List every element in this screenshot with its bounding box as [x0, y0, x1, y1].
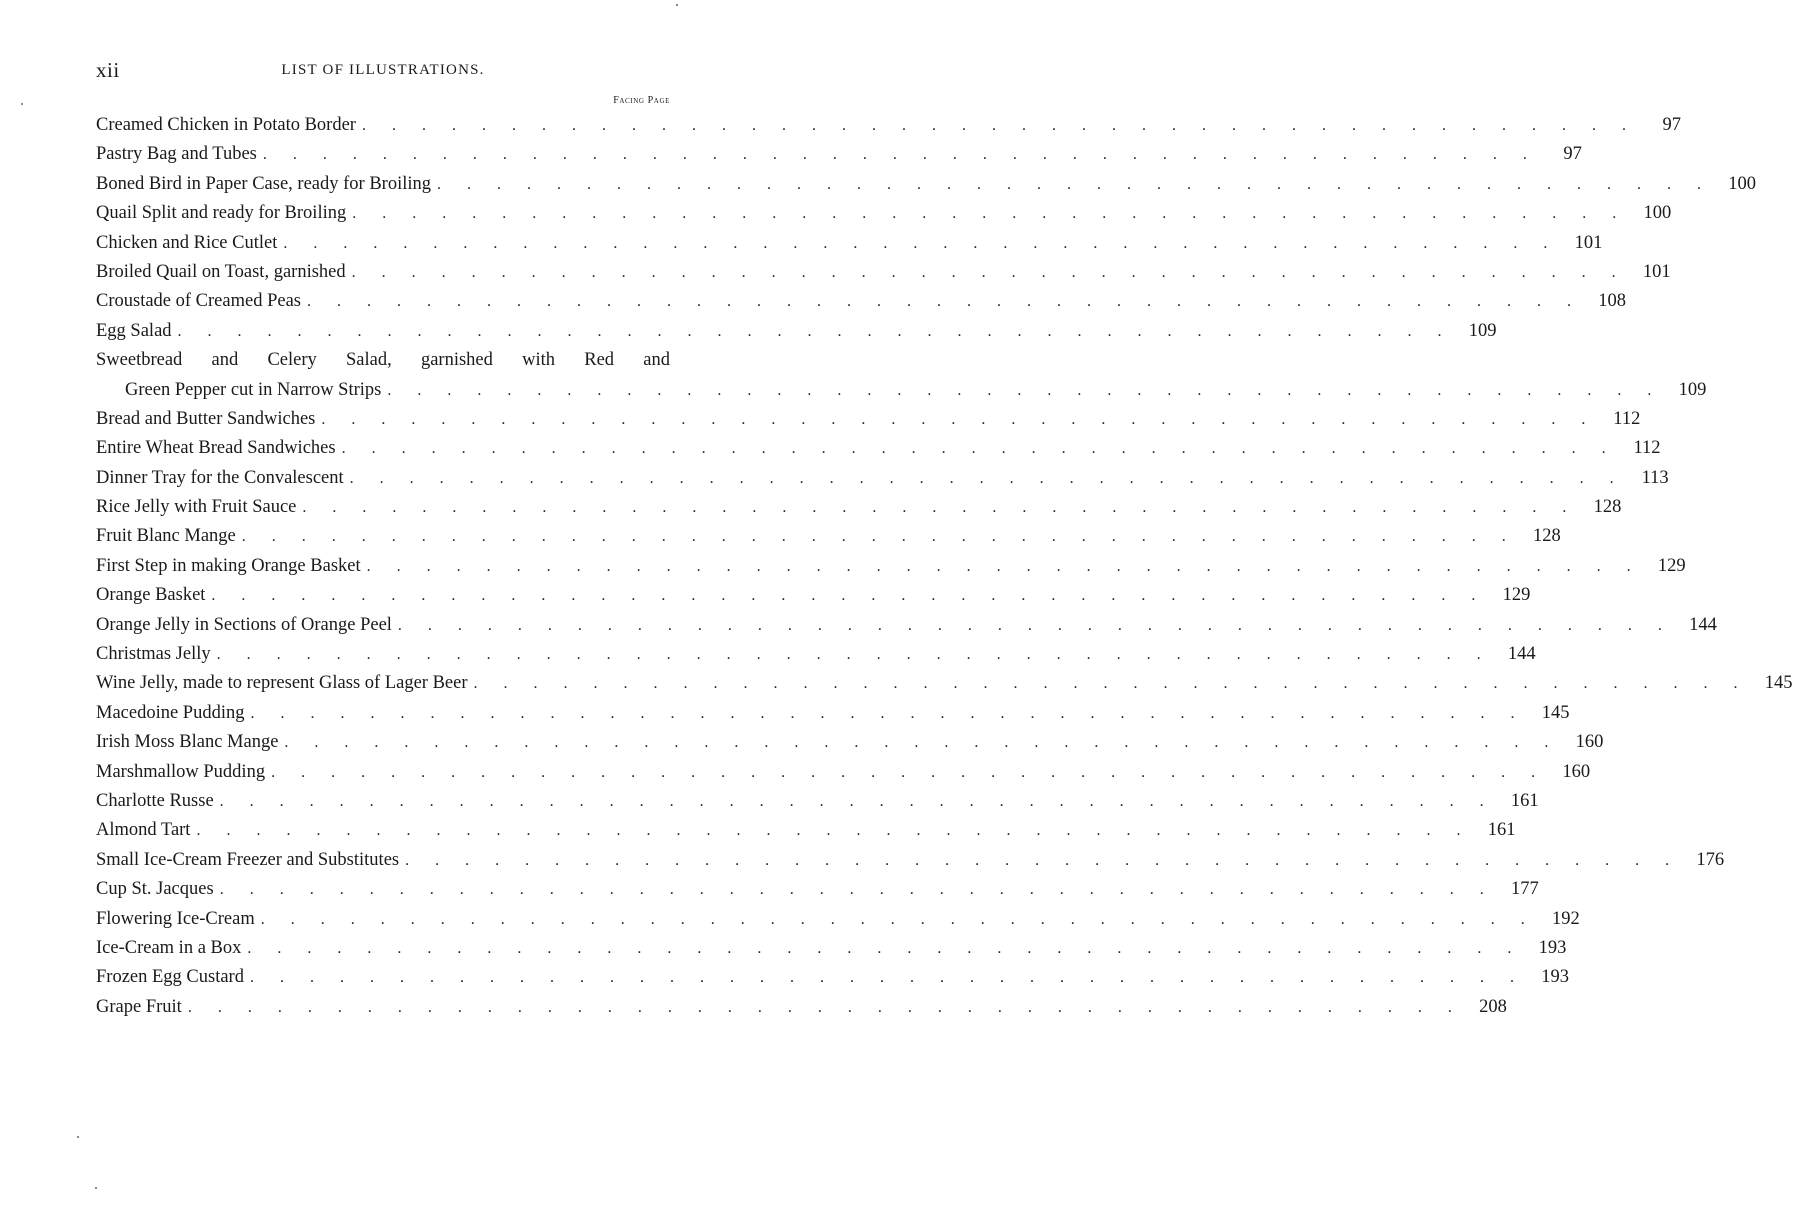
dot-leader: [188, 993, 1463, 1022]
list-item: [96, 140, 1582, 169]
dot-leader: [178, 317, 1453, 346]
entry-title: Creamed Chicken in Potato Border: [96, 115, 356, 135]
entry-title: Chicken and Rice Cutlet: [96, 232, 278, 253]
entry-page: 112: [1613, 408, 1641, 429]
entry-page: 108: [1598, 291, 1626, 312]
list-item: [96, 287, 1626, 316]
dot-leader: [211, 581, 1486, 610]
dot-leader: [405, 846, 1680, 875]
dot-leader: [251, 699, 1526, 728]
dot-leader: [352, 199, 1627, 228]
list-item: [96, 758, 1591, 787]
list-item: [96, 464, 1669, 493]
entry-page: 161: [1487, 820, 1516, 841]
dot-leader: [196, 816, 1471, 845]
list-item: [96, 816, 1516, 845]
entry-title: Egg Salad: [96, 320, 172, 341]
entry-page: 101: [1574, 232, 1603, 253]
running-head: [96, 58, 670, 84]
entry-page: 128: [1593, 497, 1622, 518]
entry-page: 144: [1689, 614, 1717, 635]
list-item: [96, 434, 1661, 463]
entry-title: Wine Jelly, made to represent Glass of Lager Beer: [96, 673, 468, 694]
dot-leader: [263, 140, 1538, 169]
entry-page: 101: [1642, 261, 1671, 282]
dot-leader: [271, 758, 1546, 787]
dot-leader: [242, 522, 1517, 551]
dot-leader: [307, 287, 1582, 316]
list-item: [96, 493, 1622, 522]
entry-page: 100: [1643, 203, 1672, 224]
dot-leader: [387, 376, 1662, 405]
list-item: [96, 346, 1707, 405]
entry-title: Orange Jelly in Sections of Orange Peel: [96, 614, 392, 635]
entry-title: Macedoine Pudding: [96, 702, 245, 723]
list-item: [96, 699, 1570, 728]
dot-leader: [367, 552, 1642, 581]
entry-title: Bread and Butter Sandwiches: [96, 408, 316, 429]
list-item: [96, 993, 1507, 1022]
dot-leader: [302, 493, 1577, 522]
list-item: [96, 640, 1536, 669]
entry-title: Charlotte Russe: [96, 790, 214, 811]
list-item: [96, 258, 1671, 287]
entry-page: 128: [1533, 526, 1561, 547]
list-item: [96, 611, 1717, 640]
entry-page: 192: [1551, 908, 1580, 929]
entry-page: 177: [1510, 879, 1539, 900]
list-item: [96, 875, 1539, 904]
entry-title: Broiled Quail on Toast, garnished: [96, 261, 346, 282]
entry-page: 112: [1633, 438, 1661, 459]
entry-title-line-2: Green Pepper cut in Narrow Strips: [125, 379, 382, 400]
entry-title: First Step in making Orange Basket: [96, 555, 361, 576]
entry-page: 129: [1502, 585, 1531, 606]
entry-page: 160: [1562, 761, 1591, 782]
entry-title: Ice-Cream in a Box: [96, 937, 242, 958]
entry-page: 176: [1696, 849, 1725, 870]
entry-page: 109: [1678, 379, 1707, 400]
facing-page-column-label: Facing Page: [613, 95, 670, 106]
entry-page: 193: [1538, 937, 1567, 958]
entry-page: 145: [1764, 673, 1793, 694]
entry-title: Quail Split and ready for Broiling: [96, 203, 347, 224]
scan-speck: [21, 103, 23, 105]
list-item: [96, 905, 1580, 934]
entry-page: 97: [1662, 115, 1681, 135]
dot-leader: [283, 229, 1558, 258]
entry-title: Grape Fruit: [96, 996, 182, 1017]
entry-title: Fruit Blanc Mange: [96, 526, 236, 547]
dot-leader: [398, 611, 1673, 640]
entry-title: Marshmallow Pudding: [96, 761, 266, 782]
illustrations-list: [96, 111, 1793, 1022]
entry-title: Orange Basket: [96, 585, 206, 606]
list-item: [96, 170, 1756, 199]
entry-title: Christmas Jelly: [96, 644, 211, 665]
dot-leader: [250, 963, 1525, 992]
list-item: [96, 552, 1686, 581]
entry-page: 160: [1575, 732, 1604, 753]
entry-title: Almond Tart: [96, 820, 191, 841]
list-item: [96, 199, 1672, 228]
list-item: [96, 787, 1539, 816]
list-item: [96, 846, 1725, 875]
entry-page: 161: [1510, 790, 1539, 811]
entry-title: Cup St. Jacques: [96, 879, 214, 900]
list-item: [96, 963, 1569, 992]
entry-title: Flowering Ice-Cream: [96, 908, 255, 929]
dot-leader: [474, 669, 1749, 698]
list-item: [96, 522, 1561, 551]
list-item: [96, 111, 1681, 140]
entry-title: Croustade of Creamed Peas: [96, 291, 301, 312]
dot-leader: [350, 464, 1625, 493]
entry-title: Rice Jelly with Fruit Sauce: [96, 497, 297, 518]
entry-page: 113: [1641, 467, 1669, 488]
scan-speck: [95, 1187, 97, 1189]
list-item: [96, 317, 1497, 346]
scan-speck: [676, 4, 678, 6]
entry-page: 100: [1728, 173, 1756, 194]
dot-leader: [247, 934, 1522, 963]
entry-page: 144: [1507, 644, 1536, 665]
dot-leader: [342, 434, 1617, 463]
list-item: [96, 581, 1531, 610]
dot-leader: [284, 728, 1559, 757]
list-item: [96, 229, 1603, 258]
list-item: [96, 405, 1641, 434]
dot-leader: [261, 905, 1536, 934]
dot-leader: [321, 405, 1596, 434]
list-item: [96, 934, 1567, 963]
scan-speck: [77, 1136, 79, 1138]
list-item: [96, 728, 1604, 757]
dot-leader: [220, 875, 1495, 904]
dot-leader: [220, 787, 1495, 816]
entry-page: 129: [1657, 555, 1686, 576]
dot-leader: [362, 111, 1637, 140]
entry-title: Dinner Tray for the Convalescent: [96, 467, 344, 488]
page-title: LIST OF ILLUSTRATIONS.: [281, 62, 485, 78]
entry-page: 97: [1563, 144, 1582, 165]
entry-page: 109: [1468, 320, 1497, 341]
entry-title: Irish Moss Blanc Mange: [96, 732, 279, 753]
entry-title: Entire Wheat Bread Sandwiches: [96, 438, 336, 459]
entry-page: 145: [1541, 702, 1570, 723]
dot-leader: [437, 170, 1712, 199]
entry-title: Boned Bird in Paper Case, ready for Broiling: [96, 173, 431, 194]
entry-title: Pastry Bag and Tubes: [96, 144, 257, 165]
list-item: [96, 669, 1793, 698]
entry-page: 193: [1541, 967, 1569, 988]
dot-leader: [217, 640, 1492, 669]
entry-title: Small Ice-Cream Freezer and Substitutes: [96, 849, 400, 870]
dot-leader: [352, 258, 1627, 287]
entry-title: Frozen Egg Custard: [96, 967, 244, 988]
page-number: xii: [96, 58, 120, 82]
entry-title-line-1: Sweetbread and Celery Salad, garnished with Red and: [96, 350, 670, 371]
entry-page: 208: [1479, 996, 1507, 1017]
